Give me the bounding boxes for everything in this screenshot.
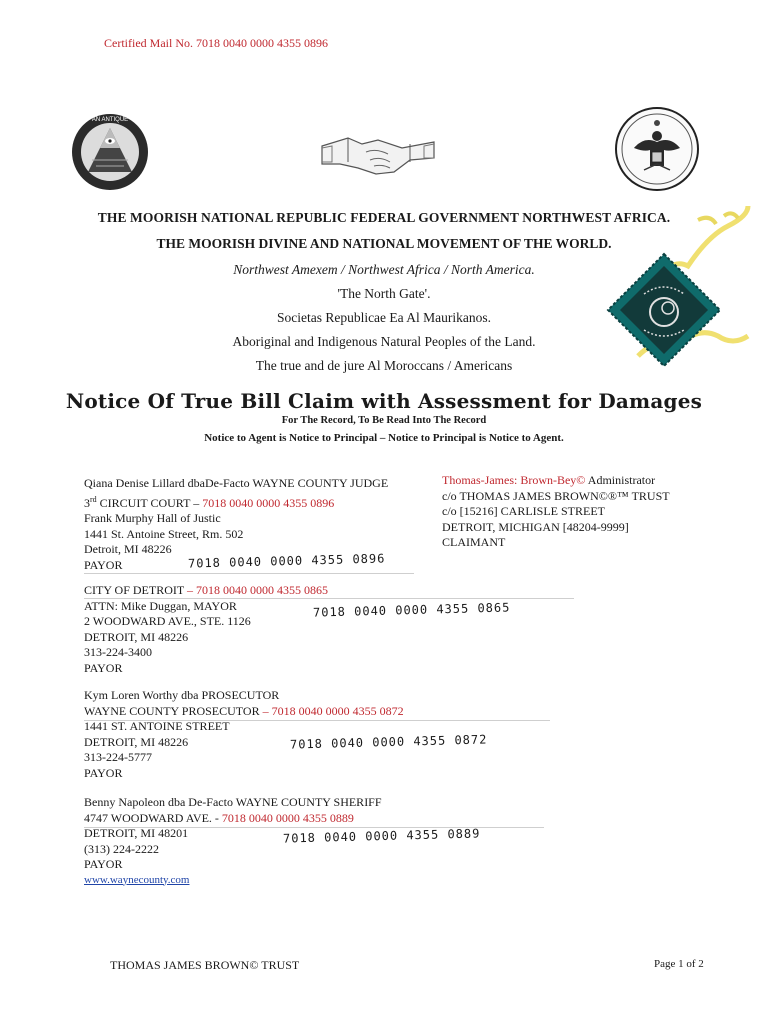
notice-principal-line: Notice to Agent is Notice to Principal – Notice to Principal is Notice to Agent.: [204, 432, 564, 444]
notice-subtitle: For The Record, To Be Read Into The Record: [281, 415, 487, 426]
party-city-block: [84, 583, 444, 676]
payor-label: PAYOR: [84, 765, 123, 780]
certified-number: – 7018 0040 0000 4355 0865: [184, 583, 328, 597]
address-line: DETROIT, MI 48201: [84, 826, 189, 840]
mail-stamp-number: 7018 0040 0000 4355 0889: [282, 826, 481, 846]
phone-line: (313) 224-2222: [84, 841, 159, 856]
website-link[interactable]: www.waynecounty.com: [84, 873, 190, 886]
header-line-7: The true and de jure Al Moroccans / Americans: [255, 358, 513, 373]
phone-line: 313-224-5777: [84, 750, 152, 764]
party-name: CITY OF DETROIT – 7018 0040 0000 4355 0865: [84, 583, 328, 597]
divider: [84, 573, 414, 574]
certified-number: 7018 0040 0000 4355 0896: [202, 495, 335, 510]
notice-title: Notice Of True Bill Claim with Assessment for Damages: [65, 389, 703, 413]
address-line: Detroit, MI 48226: [84, 542, 172, 556]
party-office: WAYNE COUNTY PROSECUTOR – 7018 0040 0000 4355 0872: [84, 703, 404, 718]
seal-lettering: AN ANTIQUE: [91, 117, 129, 123]
party-name: Qiana Denise Lillard dbaDe-Facto WAYNE COUNTY JUDGE: [84, 476, 389, 490]
address-line: 1441 ST. ANTOINE STREET: [84, 719, 230, 733]
page-number: Page 1 of 2: [654, 958, 704, 970]
address-line: 1441 St. Antoine Street, Rm. 502: [84, 526, 244, 541]
mail-stamp-number: 7018 0040 0000 4355 0865: [312, 600, 511, 620]
party-address: 4747 WOODWARD AVE. - 7018 0040 0000 4355 0889: [84, 810, 354, 825]
certified-number: – 7018 0040 0000 4355 0872: [259, 703, 404, 718]
handshake-icon: [318, 124, 438, 185]
claimant-name: Thomas-James: Brown-Bey© Administrator: [442, 473, 656, 487]
certified-number: 7018 0040 0000 4355 0889: [221, 810, 354, 825]
payor-label: PAYOR: [84, 660, 123, 675]
pyramid-eye-seal-icon: [70, 112, 150, 197]
address-line: DETROIT, MI 48226: [84, 629, 189, 644]
payor-label: PAYOR: [84, 557, 123, 572]
header-line-1: THE MOORISH NATIONAL REPUBLIC FEDERAL GOVERNMENT NORTHWEST AFRICA.: [97, 210, 671, 225]
header-line-4: 'The North Gate'.: [337, 286, 431, 301]
party-name: Kym Loren Worthy dba PROSECUTOR: [84, 688, 280, 702]
phone-line: 313-224-3400: [84, 645, 152, 659]
address-line: DETROIT, MI 48226: [84, 734, 189, 749]
mail-stamp-number: 7018 0040 0000 4355 0872: [289, 732, 488, 752]
payor-label: PAYOR: [84, 857, 123, 871]
address-line: Frank Murphy Hall of Justic: [84, 511, 221, 525]
header-line-5: Societas Republicae Ea Al Maurikanos.: [276, 310, 492, 325]
divider: [84, 598, 574, 599]
header-line-2: THE MOORISH DIVINE AND NATIONAL MOVEMENT OF THE WORLD.: [156, 236, 612, 251]
party-court: 3rd CIRCUIT COURT – 7018 0040 0000 4355 0896: [84, 494, 335, 510]
certified-mail-number: Certified Mail No. 7018 0040 0000 4355 0896: [104, 36, 328, 50]
mail-stamp-number: 7018 0040 0000 4355 0896: [187, 551, 386, 571]
address-line: DETROIT, MICHIGAN [48204-9999]: [442, 519, 629, 534]
party-name: Benny Napoleon dba De-Facto WAYNE COUNTY SHERIFF: [84, 795, 382, 809]
divider: [84, 720, 550, 721]
eagle-seal-icon: [614, 106, 700, 197]
header-line-3: Northwest Amexem / Northwest Africa / North America.: [233, 262, 535, 277]
footer-trust-name: THOMAS JAMES BROWN© TRUST: [110, 958, 300, 972]
address-line: 2 WOODWARD AVE., STE. 1126: [84, 614, 251, 628]
address-line: c/o [15216] CARLISLE STREET: [442, 504, 605, 518]
header-line-6: Aboriginal and Indigenous Natural Peoples of the Land.: [232, 334, 536, 349]
address-line: ATTN: Mike Duggan, MAYOR: [84, 598, 237, 613]
claimant-block: [442, 473, 742, 551]
address-line: c/o THOMAS JAMES BROWN©®™ TRUST: [442, 488, 670, 503]
postage-stamp-icon: [604, 250, 724, 375]
claimant-label: CLAIMANT: [442, 535, 506, 549]
